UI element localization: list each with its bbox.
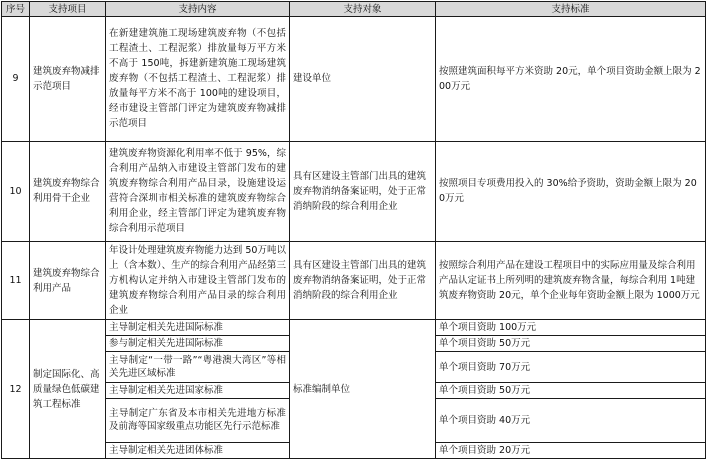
row-serial: 12: [2, 320, 30, 459]
subrow-content: 参与制定相关先进国际标准: [106, 336, 290, 352]
row-item: 建筑废弃物综合利用产品: [30, 242, 106, 320]
table-row: [2, 141, 706, 241]
subrow-standard: 单个项目资助 50万元: [436, 336, 706, 352]
header-standard: 支持标准: [436, 2, 706, 17]
row-item: 建筑废弃物减排示范项目: [30, 17, 106, 142]
header-serial: 序号: [2, 2, 30, 17]
table-row: [2, 17, 706, 142]
table-row: [2, 320, 706, 336]
subrow-standard: 单个项目资助 40万元: [436, 398, 706, 442]
row-serial: 11: [2, 242, 30, 320]
row-content: 在新建建筑施工现场建筑废弃物（不包括工程渣土、工程泥浆）排放量每万平方米不高于 150吨，拆建新建筑施工现场建筑废弃物（不包括工程渣土、工程泥浆）排放量每平方米不高于 100吨的建设项目，经市建设主管部门评定为建筑废弃物减排示范项目: [106, 17, 290, 142]
row-content: 建筑废弃物资源化利用率不低于 95%，综合利用产品纳入市建设主管部门发布的建筑废弃物综合利用产品目录，设施建设运营符合深圳市相关标准的建筑废弃物综合利用企业，经主管部门评定为建筑废弃物综合利用示范项目: [106, 141, 290, 241]
subrow-standard: 单个项目资助 20万元: [436, 442, 706, 458]
subrow-content: 主导制定相关先进国际标准: [106, 320, 290, 336]
row-standard: 按照建筑面积每平方米资助 20元，单个项目资助金额上限为 200万元: [436, 17, 706, 142]
header-target: 支持对象: [290, 2, 436, 17]
subrow-content: 主导制定广东省及本市相关先进地方标准及前海等国家级重点功能区先行示范标准: [106, 398, 290, 442]
subrow-standard: 单个项目资助 50万元: [436, 382, 706, 398]
row-item: 建筑废弃物综合利用骨干企业: [30, 141, 106, 241]
row-standard: 按照项目专项费用投入的 30%给予资助，资助金额上限为 200万元: [436, 141, 706, 241]
row-target: 建设单位: [290, 17, 436, 142]
row-serial: 9: [2, 17, 30, 142]
table-row: [2, 242, 706, 320]
row-serial: 10: [2, 141, 30, 241]
row-standard: 按照综合利用产品在建设工程项目中的实际应用量及综合利用产品认定证书上所列明的建筑废弃物含量，每综合利用 1吨建筑废弃物资助 20元，单个企业每年资助金额上限为 1000万元: [436, 242, 706, 320]
header-content: 支持内容: [106, 2, 290, 17]
row-content: 年设计处理建筑废弃物能力达到 50万吨以上（含本数）、生产的综合利用产品经第三方机构认定并纳入市建设主管部门发布的建筑废弃物综合利用产品目录的综合利用企业: [106, 242, 290, 320]
header-row: [2, 2, 706, 17]
subrow-standard: 单个项目资助 70万元: [436, 352, 706, 382]
subrow-standard: 单个项目资助 100万元: [436, 320, 706, 336]
header-item: 支持项目: [30, 2, 106, 17]
subrow-content: 主导制定“一带一路”“粤港澳大湾区”等相关先进区域标准: [106, 352, 290, 382]
policy-table: [1, 1, 706, 459]
row-target: 具有区建设主管部门出具的建筑废弃物消纳备案证明，处于正常消纳阶段的综合利用企业: [290, 242, 436, 320]
subrow-content: 主导制定相关先进国家标准: [106, 382, 290, 398]
subrow-content: 主导制定相关先进团体标准: [106, 442, 290, 458]
row-item: 制定国际化、高质量绿色低碳建筑工程标准: [30, 320, 106, 459]
row-target: 具有区建设主管部门出具的建筑废弃物消纳备案证明，处于正常消纳阶段的综合利用企业: [290, 141, 436, 241]
row-target: 标准编制单位: [290, 320, 436, 459]
